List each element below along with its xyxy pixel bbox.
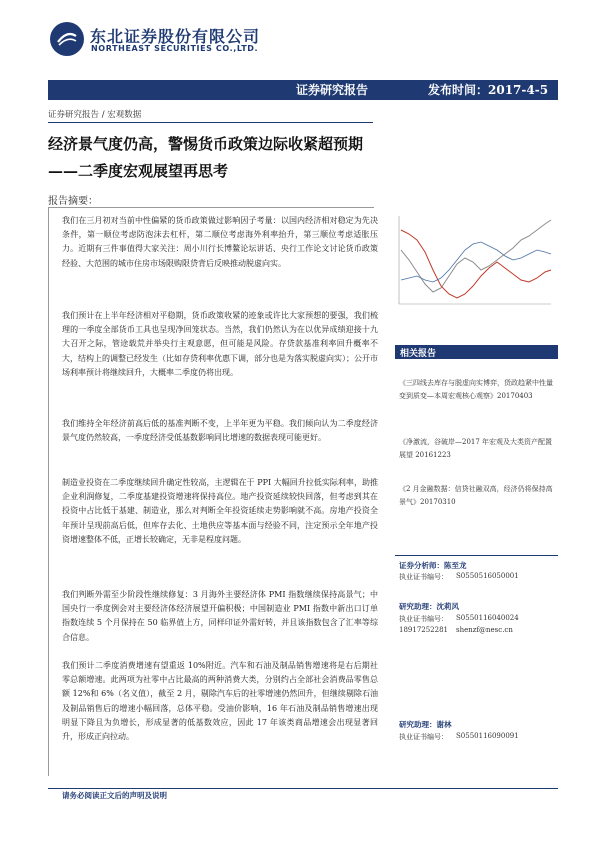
publish-date: 发布时间：2017-4-5 bbox=[428, 83, 549, 97]
abstract-paragraph: 制造业投资在二季度继续回升确定性较高，主逻辑在于 PPI 大幅回升拉低实际利率，助推企业利润修复，二季度基建投资增速将保持高位。地产投资延续较快回落，但考虑到其在投资中占比低于基建、制造业，那么对判断全年投资延续走势影响就不高。房地产投资全年预计呈现前高后低，但库存去化、土地供应等基本面与经验不同，注定预示全年地产投资增速整体不低，正增长较确定，无非是程度问题。 bbox=[62, 478, 378, 544]
analyst-email[interactable]: shenzf@nesc.cn bbox=[456, 626, 513, 634]
abstract-label: 报告摘要： bbox=[48, 196, 98, 207]
cert-label: 执业证书编号： bbox=[399, 615, 448, 623]
abstract-paragraph: 我们在三月初对当前中性偏紧的货币政策做过影响因子考量：以国内经济相对稳定为先决条件，第一顺位考虑防泡沫去杠杆，第二顺位考虑海外利率抬升，第三顺位考虑适胀压力。近期有三件事值得大家关注：周小川行长博鳌论坛讲话、央行工作论文讨论货币政策经验、大范围的城市住房市场限购限贷背后反映推动脱虚向实。 bbox=[62, 216, 378, 268]
company-name-cn: 东北证券股份有限公司 bbox=[90, 27, 261, 46]
cert-label: 执业证书编号： bbox=[399, 573, 448, 581]
related-reports-label: 相关报告 bbox=[400, 349, 437, 359]
analyst-phone: 18917252281 bbox=[399, 626, 448, 634]
abstract-paragraph: 我们预计二季度消费增速有望重返 10%附近。汽车和石油及制品销售增速将是右后期社零总额增速。此两项为社零中占比最高的两种消费大类，分别约占全部社会消费品零售总额 12%和 6%（名义值），截至 2 月，剔除汽车后的社零增速仍然回升，但继续剔除石油及制品销售后的增速小幅回落，总体平稳。受油价影响，16 年石油及制品销售增速出现明显下降且为负增长，形成显著的低基数效应，因此 17 年该类商品增速会出现显著回升，形成正向拉动。 bbox=[62, 661, 378, 742]
cert-number: S0550116090091 bbox=[456, 732, 519, 740]
related-report-item[interactable]: 《净激流，谷破岸—2017 年宏观及大类资产配置展望 20161223 bbox=[399, 438, 553, 459]
report-type: 证券研究报告 bbox=[296, 83, 369, 97]
analyst-role bbox=[399, 601, 459, 612]
role-label: 研究助理： bbox=[399, 720, 437, 729]
title-divider bbox=[48, 122, 373, 123]
analyst-name: 陈至龙 bbox=[444, 561, 467, 570]
abstract-paragraph: 我们维持全年经济前高后低的基准判断不变，上半年更为平稳。我们倾向认为二季度经济景气度仍然较高，一季度经济受低基数影响同比增速的数据表现可能更好。 bbox=[62, 419, 378, 443]
analyst-role bbox=[399, 719, 452, 730]
chart-series-blue bbox=[401, 242, 551, 282]
disclaimer-note: 请务必阅读正文后的声明及说明 bbox=[62, 791, 167, 800]
footer-divider bbox=[48, 788, 558, 789]
chart-series-red bbox=[401, 230, 551, 298]
logo-swoosh-icon bbox=[56, 30, 78, 48]
abstract-paragraph: 我们判断外需至少阶段性继续修复：3 月海外主要经济体 PMI 指数继续保持高景气；中国央行一季度例会对主要经济体经济展望开偏积极；中国制造业 PMI 指数中新出口订单指数连续 5 个月保持在 50 临界值上方，同样印证外需好转，并且该指数包含了汇率等综合信息。 bbox=[62, 590, 378, 642]
related-report-item[interactable]: 《2 月金融数据：信贷社融双高，经济仍将保持高景气》20170310 bbox=[399, 485, 553, 506]
analyst-divider bbox=[395, 555, 558, 556]
analyst-name: 谢林 bbox=[436, 720, 452, 729]
cert-label: 执业证书编号： bbox=[399, 733, 448, 741]
company-name-en: NORTHEAST SECURITIES CO.,LTD. bbox=[91, 44, 259, 53]
analyst-name: 沈莉风 bbox=[436, 602, 459, 611]
cert-number: S0550116040024 bbox=[456, 614, 519, 622]
role-label: 研究助理： bbox=[399, 602, 437, 611]
abstract-paragraph: 我们预计在上半年经济相对平稳期，货币政策收紧的迹象或许比大家预想的要强，我们梳理的一季度全部货币工具也呈现净回笼状态。当然，我们仍然认为在以优异成绩迎接十九大召开之际，管途载荒并举央行主观意愿，但可能是风险。存贷款基准利率回升概率不大，结构上的调整已经发生（比如存贷利率优惠下调，部分也是为落实脱虚向实）；公开市场利率预计将继续回升，大概率二季度仍将出现。 bbox=[62, 311, 378, 377]
page-title: 经济景气度仍高，警惕货币政策边际收紧超预期——二季度宏观展望再思考 bbox=[48, 135, 364, 180]
role-label: 证券分析师： bbox=[399, 561, 444, 570]
trend-chart bbox=[395, 210, 555, 310]
cert-number: S0550516050001 bbox=[456, 572, 519, 580]
related-report-item[interactable]: 《三四线去库存与脱虚向实博弈，货政趋紧中性量变到质变—本周宏观核心观察》20170403 bbox=[399, 379, 553, 400]
breadcrumb: 证券研究报告 / 宏观数据 bbox=[48, 110, 142, 120]
analyst-role bbox=[399, 560, 467, 571]
chart-series-gray bbox=[401, 220, 551, 292]
